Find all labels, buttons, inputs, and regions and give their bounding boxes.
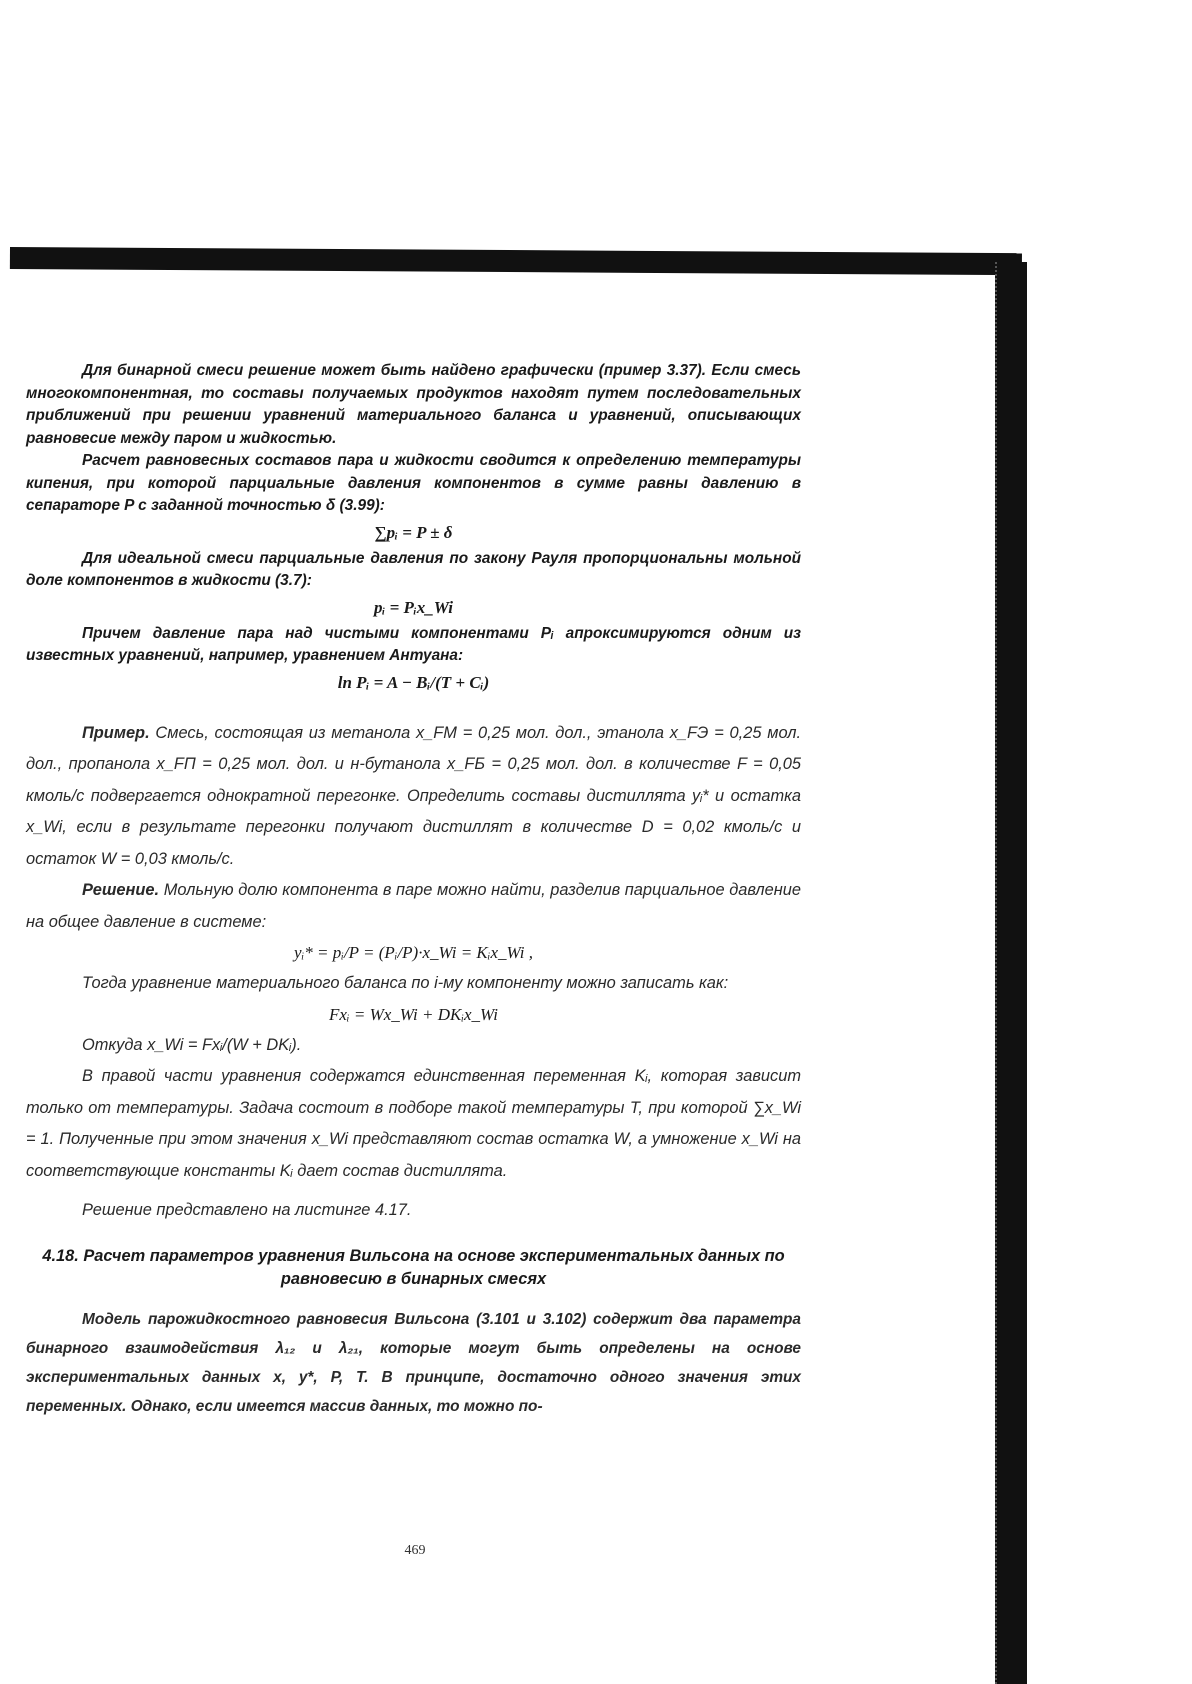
paragraph-equilibrium-calc: Расчет равновесных составов пара и жидкости сводится к определению температуры кипения, при которой парциальные давления компонентов в сумме равны давлению в сепараторе P с заданной точностью δ (3.99): xyxy=(26,452,801,514)
solution-label: Решение. xyxy=(82,881,160,899)
paragraph-binary-mixture: Для бинарной смеси решение может быть найдено графически (пример 3.37). Если смесь многокомпонентная, то составы получаемых продуктов находят путем последовательных приближений при решении уравнений материального баланса и уравнений, описывающих равновесие между паром и жидкостью. xyxy=(26,362,801,447)
formula-antoine: ln Pᵢ = A − Bᵢ/(T + Cᵢ) xyxy=(337,672,490,692)
page-number: 469 xyxy=(404,1543,426,1558)
paragraph-material-balance: Тогда уравнение материального баланса по i-му компоненту можно записать как: xyxy=(82,974,729,992)
paragraph-raoult-law: Для идеальной смеси парциальные давления по закону Рауля пропорциональны мольной доле компонентов в жидкости (3.7): xyxy=(26,549,801,589)
formula-material-balance: Fxᵢ = Wx_Wi + DKᵢx_Wi xyxy=(328,1004,498,1024)
paragraph-wilson-model: Модель парожидкостного равновесия Вильсона (3.101 и 3.102) содержит два параметра бинарного взаимодействия λ₁₂ и λ₂₁, которые могут быть определены на основе экспериментальных данных x, y*, P, T. В принципе, достаточно одного значения этих переменных. Однако, если имеется массив данных, то можно по- xyxy=(26,1310,801,1415)
section-heading: 4.18. Расчет параметров уравнения Вильсона на основе экспериментальных данных по равновесию в бинарных смесях xyxy=(42,1246,785,1288)
formula-partial-pressure-sum: ∑pᵢ = P ± δ xyxy=(374,522,453,542)
scan-border-top xyxy=(10,247,1022,275)
formula-vapor-fraction: yᵢ* = pᵢ/P = (Pᵢ/P)·x_Wi = Kᵢx_Wi , xyxy=(294,943,533,962)
paragraph-residue-formula: Откуда x_Wi = Fxᵢ/(W + DKᵢ). xyxy=(82,1035,302,1054)
paragraph-listing-reference: Решение представлено на листинге 4.17. xyxy=(82,1201,412,1219)
paragraph-temperature-selection: В правой части уравнения содержатся единственная переменная Kᵢ, которая зависит только от температуры. Задача состоит в подборе такой температуры T, при которой ∑x_Wi = 1. Полученные при этом значения x_Wi представляют состав остатка W, а умножение x_Wi на соответствующие константы Kᵢ дает состав дистиллята. xyxy=(26,1067,801,1180)
paragraph-antoine: Причем давление пара над чистыми компонентами Pᵢ апроксимируются одним из известных уравнений, например, уравнением Антуана: xyxy=(26,624,801,664)
paragraph-solution xyxy=(26,875,801,938)
solution-text: Мольную долю компонента в паре можно найти, разделив парциальное давление на общее давление в системе: xyxy=(26,881,801,931)
example-text: Смесь, состоящая из метанола x_FM = 0,25 мол. дол., этанола x_FЭ = 0,25 мол. дол., пропанола x_FП = 0,25 мол. дол. и н-бутанола x_FБ = 0,25 мол. дол. в количестве F = 0,05 кмоль/с подвергается однократной перегонке. Определить составы дистиллята yᵢ* и остатка x_Wi, если в результате перегонки получают дистиллят в количестве D = 0,02 кмоль/с и остаток W = 0,03 кмоль/с. xyxy=(26,723,801,868)
spacer xyxy=(26,1187,801,1195)
formula-raoult: pᵢ = Pᵢx_Wi xyxy=(373,597,454,617)
page-text xyxy=(26,360,801,1421)
scan-border-right xyxy=(995,262,1027,1684)
paragraph-example xyxy=(26,718,801,876)
example-label: Пример. xyxy=(82,723,150,742)
spacer xyxy=(26,698,801,718)
